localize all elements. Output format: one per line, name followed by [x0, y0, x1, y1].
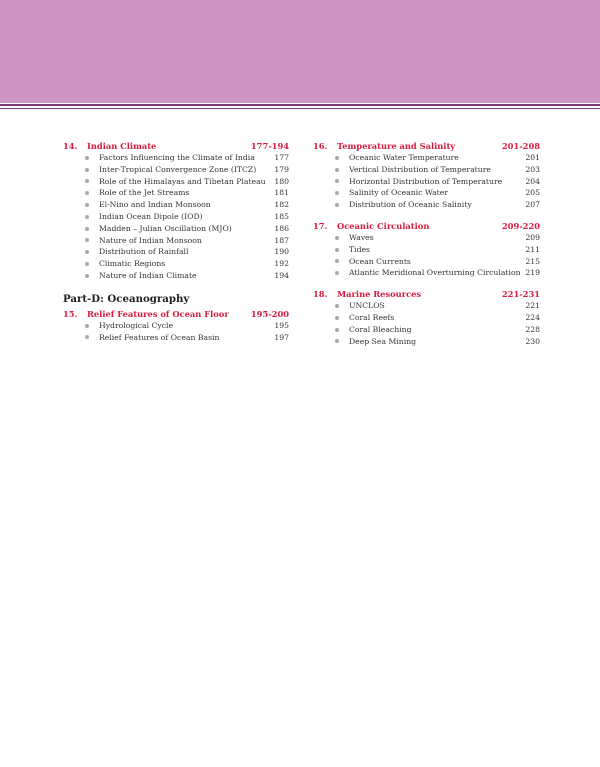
topic-row[interactable]: [313, 164, 540, 176]
topic-page: 221: [525, 301, 540, 311]
topic-page: 201: [525, 153, 540, 162]
chapter-page-range: 195-200: [250, 308, 289, 319]
chapter-heading[interactable]: [313, 220, 540, 232]
topic-label: Tides: [349, 244, 371, 254]
topic-label: Indian Ocean Dipole (IOD): [99, 211, 203, 221]
topic-page: 211: [525, 244, 540, 254]
topic-row[interactable]: [63, 176, 289, 188]
bullet-icon: [335, 271, 339, 275]
topic-label: Ocean Currents: [349, 256, 411, 266]
topic-row[interactable]: [313, 336, 540, 348]
topic-page: 192: [274, 259, 289, 269]
toc-column-right: [313, 140, 540, 356]
chapter-page-range: 209-220: [501, 220, 540, 231]
bullet-icon: [85, 274, 89, 278]
topic-row[interactable]: [63, 270, 289, 282]
part-heading: Part-D: Oceanography: [63, 292, 190, 305]
topic-page: 190: [274, 247, 289, 257]
chapter-number: 18.: [313, 289, 328, 300]
chapter-title: Temperature and Salinity: [337, 141, 456, 151]
topic-label: Role of the Jet Streams: [99, 188, 190, 198]
bullet-icon: [85, 324, 89, 328]
bullet-icon: [85, 215, 89, 219]
header-rule-thin: [0, 108, 600, 109]
topic-label: Deep Sea Mining: [349, 336, 417, 346]
topic-page: 186: [274, 223, 289, 233]
topic-page: 177: [274, 153, 289, 162]
topic-page: 205: [525, 188, 540, 198]
bullet-icon: [85, 203, 89, 207]
bullet-icon: [335, 191, 339, 195]
bullet-icon: [85, 191, 89, 195]
topic-row[interactable]: [313, 267, 540, 279]
topic-page: 204: [525, 176, 540, 186]
toc-chapter: [313, 288, 540, 347]
bullet-icon: [335, 179, 339, 183]
bullet-icon: [85, 227, 89, 231]
topic-page: 182: [274, 200, 289, 210]
chapter-number: 14.: [63, 141, 78, 151]
topic-row[interactable]: [63, 223, 289, 235]
topic-page: 180: [274, 176, 289, 186]
topic-page: 228: [525, 324, 540, 334]
topic-label: UNCLOS: [349, 301, 385, 311]
topic-row[interactable]: [63, 199, 289, 211]
topic-row[interactable]: [63, 164, 289, 176]
bullet-icon: [335, 328, 339, 332]
topic-row[interactable]: [313, 232, 540, 244]
topic-label: Nature of Indian Climate: [99, 270, 197, 280]
topic-row[interactable]: [63, 187, 289, 199]
chapter-number: 17.: [313, 220, 328, 231]
bullet-icon: [335, 259, 339, 263]
topic-row[interactable]: [63, 258, 289, 270]
toc-chapter: [63, 140, 289, 282]
topic-label: Distribution of Oceanic Salinity: [349, 200, 472, 210]
topic-label: Distribution of Rainfall: [99, 247, 189, 257]
topic-row[interactable]: [63, 211, 289, 223]
bullet-icon: [335, 203, 339, 207]
chapter-heading[interactable]: [63, 308, 289, 320]
chapter-page-range: 221-231: [501, 289, 540, 300]
topic-label: Salinity of Oceanic Water: [349, 188, 448, 198]
topic-row[interactable]: [63, 246, 289, 258]
chapter-title: Relief Features of Ocean Floor: [87, 308, 229, 319]
topic-label: Climatic Regions: [99, 259, 166, 269]
header-rule-thick: [0, 104, 600, 106]
topic-row[interactable]: [313, 176, 540, 188]
topic-label: Relief Features of Ocean Basin: [99, 332, 220, 342]
topic-label: Horizontal Distribution of Temperature: [349, 176, 503, 186]
topic-label: Factors Influencing the Climate of India: [99, 153, 255, 162]
topic-row[interactable]: [313, 244, 540, 256]
topic-page: 179: [274, 164, 289, 174]
topic-page: 185: [274, 211, 289, 221]
topic-row[interactable]: [63, 320, 289, 332]
topic-row[interactable]: [313, 256, 540, 268]
bullet-icon: [85, 179, 89, 183]
bullet-icon: [335, 339, 339, 343]
topic-page: 194: [274, 270, 289, 280]
header-band: [0, 0, 600, 103]
chapter-number: 15.: [63, 308, 78, 319]
topic-label: Oceanic Water Temperature: [349, 153, 459, 162]
topic-label: Coral Bleaching: [349, 324, 412, 334]
toc-chapter: [313, 220, 540, 279]
chapter-heading[interactable]: [63, 140, 289, 152]
topic-row[interactable]: [313, 324, 540, 336]
chapter-heading[interactable]: [313, 140, 540, 152]
bullet-icon: [85, 250, 89, 254]
topic-row[interactable]: [63, 152, 289, 164]
topic-page: 224: [525, 312, 540, 322]
topic-label: Atlantic Meridional Overturning Circulation: [349, 268, 521, 278]
toc-chapter: [313, 140, 540, 211]
topic-label: El-Nino and Indian Monsoon: [99, 200, 211, 210]
topic-page: 209: [525, 232, 540, 242]
chapter-title: Marine Resources: [337, 289, 422, 300]
chapter-heading[interactable]: [313, 288, 540, 300]
topic-row[interactable]: [313, 199, 540, 211]
topic-label: Inter-Tropical Convergence Zone (ITCZ): [99, 164, 257, 174]
topic-page: 207: [525, 200, 540, 210]
topic-page: 197: [274, 332, 289, 342]
bullet-icon: [85, 238, 89, 242]
bullet-icon: [85, 335, 89, 339]
topic-label: Madden – Julian Oscillation (MJO): [99, 223, 232, 233]
bullet-icon: [85, 156, 89, 160]
topic-row[interactable]: [313, 312, 540, 324]
topic-row[interactable]: [313, 300, 540, 312]
topic-page: 203: [525, 164, 540, 174]
toc-column-left: [63, 140, 289, 352]
topic-row[interactable]: [313, 152, 540, 164]
chapter-title: Oceanic Circulation: [337, 220, 430, 231]
bullet-icon: [85, 262, 89, 266]
chapter-number: 16.: [313, 141, 328, 151]
topic-label: Waves: [349, 232, 374, 242]
topic-page: 195: [274, 320, 289, 330]
topic-page: 181: [274, 188, 289, 198]
topic-row[interactable]: [63, 235, 289, 247]
bullet-icon: [335, 236, 339, 240]
bullet-icon: [335, 248, 339, 252]
topic-row[interactable]: [313, 187, 540, 199]
topic-label: Coral Reefs: [349, 312, 395, 322]
topic-row[interactable]: [63, 332, 289, 344]
bullet-icon: [335, 304, 339, 308]
chapter-title: Indian Climate: [87, 141, 157, 151]
bullet-icon: [335, 316, 339, 320]
bullet-icon: [85, 168, 89, 172]
topic-label: Nature of Indian Monsoon: [99, 235, 202, 245]
topic-label: Vertical Distribution of Temperature: [349, 164, 491, 174]
topic-page: 219: [525, 268, 540, 278]
topic-page: 215: [525, 256, 540, 266]
toc-chapter: [63, 308, 289, 344]
bullet-icon: [335, 156, 339, 160]
bullet-icon: [335, 168, 339, 172]
topic-label: Hydrological Cycle: [99, 320, 174, 330]
chapter-page-range: 201-208: [501, 141, 540, 151]
topic-page: 187: [274, 235, 289, 245]
chapter-page-range: 177-194: [250, 141, 289, 151]
topic-page: 230: [525, 336, 540, 346]
topic-label: Role of the Himalayas and Tibetan Plateau: [99, 176, 266, 186]
